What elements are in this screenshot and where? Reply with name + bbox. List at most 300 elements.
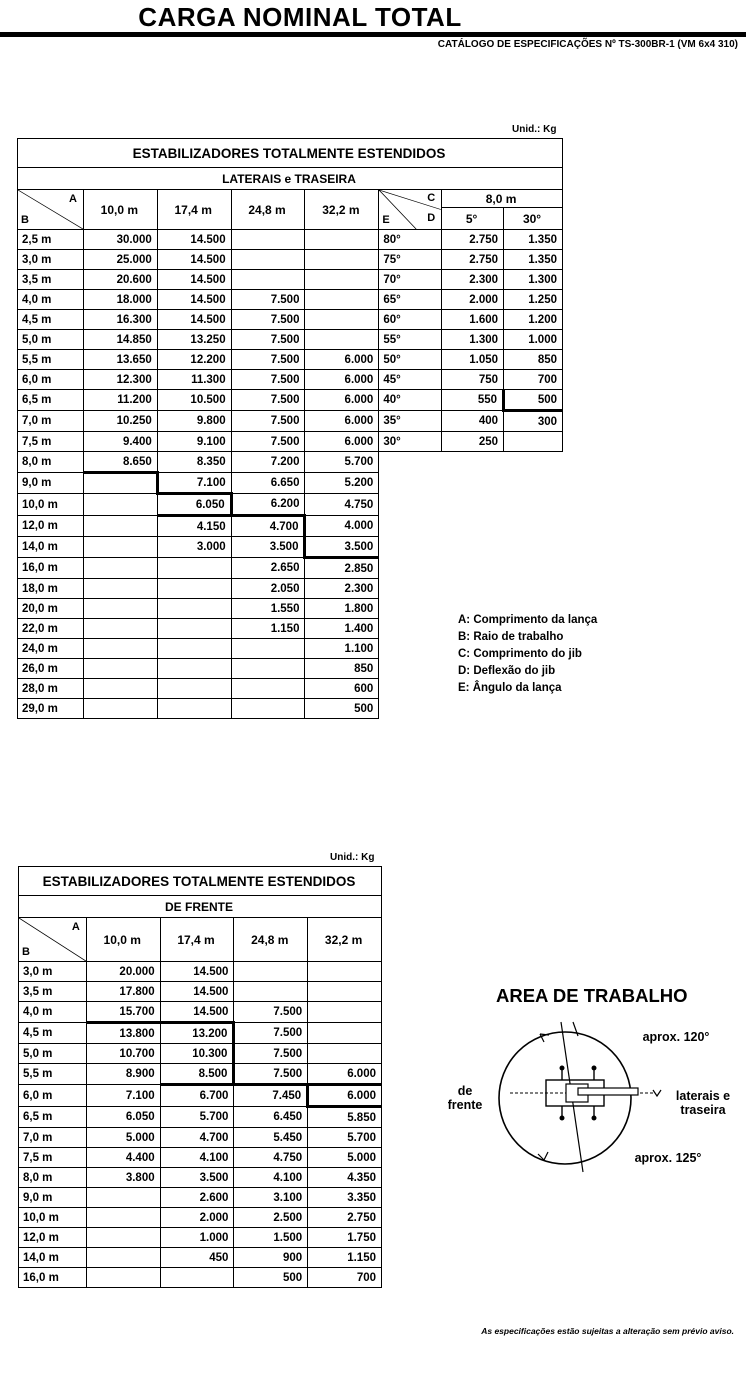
load-cell xyxy=(160,1268,234,1288)
load-cell xyxy=(305,270,379,290)
load-cell: 6.000 xyxy=(305,390,379,411)
jib-angle-cell: 30° xyxy=(379,432,442,452)
radius-cell: 3,0 m xyxy=(18,250,84,270)
load-cell xyxy=(157,699,231,719)
load-cell: 9.100 xyxy=(157,432,231,452)
boom-icon xyxy=(578,1088,638,1095)
load-cell: 7.500 xyxy=(234,1064,308,1085)
boom-header: 24,8 m xyxy=(234,918,308,962)
load-cell: 6.050 xyxy=(86,1107,160,1128)
radius-cell: 26,0 m xyxy=(18,659,84,679)
table-row xyxy=(19,1023,382,1044)
load-cell xyxy=(231,250,305,270)
blank-cell xyxy=(379,537,563,558)
radius-cell: 16,0 m xyxy=(19,1268,87,1288)
table-row xyxy=(18,537,563,558)
load-cell xyxy=(305,310,379,330)
load-cell: 4.750 xyxy=(305,494,379,516)
jib-load-cell: 1.200 xyxy=(504,310,563,330)
load-cell: 5.450 xyxy=(234,1128,308,1148)
table-row xyxy=(19,1168,382,1188)
load-cell: 7.100 xyxy=(157,473,231,494)
load-cell: 13.250 xyxy=(157,330,231,350)
load-cell: 3.500 xyxy=(160,1168,234,1188)
blank-cell xyxy=(379,452,563,473)
load-cell xyxy=(86,1268,160,1288)
load-cell: 14.500 xyxy=(160,982,234,1002)
blank-cell xyxy=(379,558,563,579)
table-row xyxy=(18,432,563,452)
load-cell: 5.700 xyxy=(160,1107,234,1128)
load-cell: 2.000 xyxy=(160,1208,234,1228)
jib-load-cell: 1.250 xyxy=(504,290,563,310)
load-cell: 1.100 xyxy=(305,639,379,659)
table1-unit: Unid.: Kg xyxy=(512,124,557,135)
table-row xyxy=(18,558,563,579)
load-cell: 10.250 xyxy=(83,411,157,432)
radius-cell: 5,5 m xyxy=(19,1064,87,1085)
load-cell: 9.800 xyxy=(157,411,231,432)
corner-label-d: D xyxy=(427,212,436,224)
jib-load-cell: 1.000 xyxy=(504,330,563,350)
jib-angle-cell: 65° xyxy=(379,290,442,310)
load-cell: 3.000 xyxy=(157,537,231,558)
radius-cell: 4,0 m xyxy=(18,290,84,310)
load-cell: 7.500 xyxy=(231,330,305,350)
load-cell: 7.500 xyxy=(234,1002,308,1023)
load-cell: 3.500 xyxy=(231,537,305,558)
radius-cell: 14,0 m xyxy=(18,537,84,558)
load-cell xyxy=(308,982,382,1002)
load-cell: 7.500 xyxy=(231,370,305,390)
boom-header: 24,8 m xyxy=(231,190,305,230)
load-cell: 500 xyxy=(305,699,379,719)
load-cell xyxy=(305,290,379,310)
table-row xyxy=(18,370,563,390)
load-cell: 8.350 xyxy=(157,452,231,473)
load-cell xyxy=(157,619,231,639)
radius-cell: 6,5 m xyxy=(19,1107,87,1128)
table-row xyxy=(18,330,563,350)
load-cell: 14.500 xyxy=(157,270,231,290)
jib-angle-cell: 50° xyxy=(379,350,442,370)
load-cell: 14.500 xyxy=(157,230,231,250)
blank-cell xyxy=(379,516,563,537)
table-row xyxy=(19,1044,382,1064)
load-cell xyxy=(83,599,157,619)
boom-header: 32,2 m xyxy=(305,190,379,230)
work-area-diagram xyxy=(448,1010,746,1180)
load-cell: 7.500 xyxy=(234,1044,308,1064)
blank-cell xyxy=(379,473,563,494)
load-cell: 6.000 xyxy=(305,411,379,432)
radius-cell: 9,0 m xyxy=(18,473,84,494)
load-cell xyxy=(231,230,305,250)
load-cell: 700 xyxy=(308,1268,382,1288)
load-cell: 9.400 xyxy=(83,432,157,452)
radius-cell: 7,0 m xyxy=(18,411,84,432)
jib-offset-header: 5° xyxy=(442,208,504,230)
load-cell: 14.500 xyxy=(157,250,231,270)
load-cell xyxy=(83,579,157,599)
load-cell: 2.050 xyxy=(231,579,305,599)
load-cell: 15.700 xyxy=(86,1002,160,1023)
table-row xyxy=(19,1208,382,1228)
jib-load-cell: 1.300 xyxy=(442,330,504,350)
load-cell: 2.500 xyxy=(234,1208,308,1228)
load-cell: 6.200 xyxy=(231,494,305,516)
load-cell xyxy=(83,699,157,719)
load-cell xyxy=(86,1188,160,1208)
table-row xyxy=(18,411,563,432)
load-cell xyxy=(157,639,231,659)
load-cell: 20.600 xyxy=(83,270,157,290)
table-row xyxy=(18,230,563,250)
table-row xyxy=(18,390,563,411)
load-cell: 1.800 xyxy=(305,599,379,619)
load-cell: 450 xyxy=(160,1248,234,1268)
table-row xyxy=(19,1228,382,1248)
load-cell: 3.100 xyxy=(234,1188,308,1208)
load-cell: 20.000 xyxy=(86,962,160,982)
radius-cell: 3,5 m xyxy=(18,270,84,290)
load-cell: 1.000 xyxy=(160,1228,234,1248)
legend-item: E: Ângulo da lança xyxy=(458,682,562,694)
work-area-title: AREA DE TRABALHO xyxy=(496,985,688,1006)
load-cell xyxy=(86,1228,160,1248)
table-row xyxy=(18,452,563,473)
side-label: traseira xyxy=(680,1103,726,1117)
load-cell: 5.000 xyxy=(86,1128,160,1148)
load-cell xyxy=(231,679,305,699)
radius-cell: 7,5 m xyxy=(19,1148,87,1168)
load-cell: 3.500 xyxy=(305,537,379,558)
load-cell: 13.650 xyxy=(83,350,157,370)
load-cell: 2.650 xyxy=(231,558,305,579)
table-row xyxy=(18,699,563,719)
radius-cell: 5,0 m xyxy=(18,330,84,350)
table1-subtitle: LATERAIS e TRASEIRA xyxy=(18,168,563,190)
blank-cell xyxy=(379,699,563,719)
jib-load-cell: 850 xyxy=(504,350,563,370)
load-cell: 5.700 xyxy=(308,1128,382,1148)
load-cell: 13.200 xyxy=(160,1023,234,1044)
table-row xyxy=(18,250,563,270)
jib-angle-cell: 55° xyxy=(379,330,442,350)
load-cell: 900 xyxy=(234,1248,308,1268)
load-cell: 7.500 xyxy=(231,432,305,452)
corner-label-e: E xyxy=(382,214,390,226)
load-cell: 10.700 xyxy=(86,1044,160,1064)
load-cell xyxy=(308,1002,382,1023)
load-cell: 6.700 xyxy=(160,1085,234,1107)
radius-cell: 2,5 m xyxy=(18,230,84,250)
load-cell: 4.100 xyxy=(234,1168,308,1188)
load-cell: 1.400 xyxy=(305,619,379,639)
load-cell: 14.500 xyxy=(160,1002,234,1023)
jib-load-cell: 2.750 xyxy=(442,230,504,250)
load-cell: 3.350 xyxy=(308,1188,382,1208)
load-cell: 7.500 xyxy=(234,1023,308,1044)
load-cell: 7.500 xyxy=(231,310,305,330)
load-cell xyxy=(157,558,231,579)
radius-cell: 24,0 m xyxy=(18,639,84,659)
load-cell: 30.000 xyxy=(83,230,157,250)
table-row xyxy=(19,1148,382,1168)
jib-angle-cell: 35° xyxy=(379,411,442,432)
jib-load-cell xyxy=(504,432,563,452)
load-cell xyxy=(234,962,308,982)
jib-corner-cell xyxy=(379,190,442,230)
load-cell: 6.450 xyxy=(234,1107,308,1128)
table-row xyxy=(18,290,563,310)
table-row xyxy=(18,270,563,290)
jib-load-cell: 250 xyxy=(442,432,504,452)
angle-label-top: aprox. 120° xyxy=(642,1030,710,1044)
jib-load-cell: 1.350 xyxy=(504,250,563,270)
radius-cell: 7,5 m xyxy=(18,432,84,452)
load-cell: 10.500 xyxy=(157,390,231,411)
table-row xyxy=(18,494,563,516)
load-cell xyxy=(308,962,382,982)
table-row xyxy=(19,1085,382,1107)
load-table-de-frente xyxy=(18,866,382,1288)
jib-load-cell: 2.000 xyxy=(442,290,504,310)
radius-cell: 16,0 m xyxy=(18,558,84,579)
table-row xyxy=(19,1002,382,1023)
load-cell: 1.500 xyxy=(234,1228,308,1248)
jib-load-cell: 700 xyxy=(504,370,563,390)
table-row xyxy=(19,1188,382,1208)
table-row xyxy=(19,982,382,1002)
load-cell xyxy=(83,494,157,516)
load-cell: 2.750 xyxy=(308,1208,382,1228)
load-cell: 2.850 xyxy=(305,558,379,579)
load-cell: 7.500 xyxy=(231,411,305,432)
load-cell: 13.800 xyxy=(86,1023,160,1044)
angle-label-bottom: aprox. 125° xyxy=(634,1151,702,1165)
load-cell: 14.500 xyxy=(157,290,231,310)
table1-corner-cell xyxy=(18,190,84,230)
radius-cell: 3,5 m xyxy=(19,982,87,1002)
load-cell: 6.000 xyxy=(305,370,379,390)
load-cell xyxy=(83,558,157,579)
load-cell: 25.000 xyxy=(83,250,157,270)
legend-item: B: Raio de trabalho xyxy=(458,631,564,643)
load-cell xyxy=(86,1248,160,1268)
radius-cell: 6,0 m xyxy=(19,1085,87,1107)
title-rule xyxy=(0,32,746,37)
jib-load-cell: 400 xyxy=(442,411,504,432)
load-cell xyxy=(234,982,308,1002)
load-cell: 1.750 xyxy=(308,1228,382,1248)
load-cell: 18.000 xyxy=(83,290,157,310)
legend-item: D: Deflexão do jib xyxy=(458,665,556,677)
table-row xyxy=(18,310,563,330)
radius-cell: 12,0 m xyxy=(18,516,84,537)
table-row xyxy=(18,516,563,537)
jib-length-header: 8,0 m xyxy=(442,190,563,208)
jib-load-cell: 550 xyxy=(442,390,504,411)
boom-header: 17,4 m xyxy=(157,190,231,230)
radius-cell: 6,5 m xyxy=(18,390,84,411)
radius-cell: 10,0 m xyxy=(19,1208,87,1228)
load-cell: 7.500 xyxy=(231,390,305,411)
table-row xyxy=(18,473,563,494)
jib-angle-cell: 40° xyxy=(379,390,442,411)
jib-angle-cell: 75° xyxy=(379,250,442,270)
jib-load-cell: 2.300 xyxy=(442,270,504,290)
radius-cell: 5,0 m xyxy=(19,1044,87,1064)
load-cell xyxy=(157,659,231,679)
load-cell xyxy=(231,699,305,719)
load-cell: 17.800 xyxy=(86,982,160,1002)
side-label: laterais e xyxy=(675,1089,731,1103)
load-cell: 11.300 xyxy=(157,370,231,390)
load-cell: 7.500 xyxy=(231,350,305,370)
load-cell: 14.500 xyxy=(157,310,231,330)
load-cell xyxy=(231,639,305,659)
load-cell xyxy=(157,579,231,599)
load-cell: 2.300 xyxy=(305,579,379,599)
load-cell xyxy=(231,659,305,679)
load-cell xyxy=(83,679,157,699)
load-cell xyxy=(83,516,157,537)
jib-load-cell: 1.300 xyxy=(504,270,563,290)
radius-cell: 5,5 m xyxy=(18,350,84,370)
load-cell: 12.200 xyxy=(157,350,231,370)
load-cell: 8.500 xyxy=(160,1064,234,1085)
jib-load-cell: 1.050 xyxy=(442,350,504,370)
load-cell: 4.700 xyxy=(160,1128,234,1148)
radius-cell: 12,0 m xyxy=(19,1228,87,1248)
load-cell: 4.150 xyxy=(157,516,231,537)
load-cell: 4.000 xyxy=(305,516,379,537)
load-cell: 8.900 xyxy=(86,1064,160,1085)
blank-cell xyxy=(379,579,563,599)
load-cell: 14.850 xyxy=(83,330,157,350)
table-row xyxy=(19,1064,382,1085)
table-row xyxy=(19,962,382,982)
load-cell: 4.700 xyxy=(231,516,305,537)
radius-cell: 3,0 m xyxy=(19,962,87,982)
load-cell: 11.200 xyxy=(83,390,157,411)
load-cell: 6.000 xyxy=(308,1064,382,1085)
load-cell: 4.100 xyxy=(160,1148,234,1168)
load-cell: 8.650 xyxy=(83,452,157,473)
table-row xyxy=(19,1128,382,1148)
table1-title: ESTABILIZADORES TOTALMENTE ESTENDIDOS xyxy=(18,139,563,168)
jib-angle-cell: 60° xyxy=(379,310,442,330)
load-cell xyxy=(83,619,157,639)
load-cell: 1.150 xyxy=(231,619,305,639)
boom-header: 10,0 m xyxy=(86,918,160,962)
load-cell: 850 xyxy=(305,659,379,679)
jib-load-cell: 300 xyxy=(504,411,563,432)
legend-item: A: Comprimento da lança xyxy=(458,614,598,626)
radius-cell: 18,0 m xyxy=(18,579,84,599)
load-cell: 12.300 xyxy=(83,370,157,390)
table2-corner-cell xyxy=(19,918,87,962)
load-cell: 4.350 xyxy=(308,1168,382,1188)
load-cell xyxy=(308,1044,382,1064)
radius-cell: 10,0 m xyxy=(18,494,84,516)
load-cell: 1.550 xyxy=(231,599,305,619)
load-cell: 6.000 xyxy=(305,432,379,452)
radius-cell: 14,0 m xyxy=(19,1248,87,1268)
front-label: de xyxy=(457,1084,473,1098)
load-cell: 600 xyxy=(305,679,379,699)
corner-label-a: A xyxy=(68,193,77,205)
load-cell: 6.050 xyxy=(157,494,231,516)
radius-cell: 4,5 m xyxy=(19,1023,87,1044)
radius-cell: 8,0 m xyxy=(18,452,84,473)
load-cell xyxy=(83,537,157,558)
load-cell: 16.300 xyxy=(83,310,157,330)
load-cell: 7.500 xyxy=(231,290,305,310)
load-cell xyxy=(157,599,231,619)
jib-load-cell: 500 xyxy=(504,390,563,411)
load-cell: 7.100 xyxy=(86,1085,160,1107)
load-cell: 5.000 xyxy=(308,1148,382,1168)
front-label: frente xyxy=(448,1098,483,1112)
load-cell xyxy=(308,1023,382,1044)
radius-cell: 22,0 m xyxy=(18,619,84,639)
radius-cell: 4,0 m xyxy=(19,1002,87,1023)
table-row xyxy=(18,350,563,370)
load-cell: 5.700 xyxy=(305,452,379,473)
radius-cell: 29,0 m xyxy=(18,699,84,719)
load-cell xyxy=(83,659,157,679)
table2-subtitle: DE FRENTE xyxy=(19,896,382,918)
jib-offset-header: 30° xyxy=(504,208,563,230)
corner-label-b: B xyxy=(21,214,29,226)
load-cell: 4.750 xyxy=(234,1148,308,1168)
radius-cell: 28,0 m xyxy=(18,679,84,699)
corner-label-a: A xyxy=(71,921,80,933)
load-cell xyxy=(83,639,157,659)
arrow-right-icon xyxy=(653,1090,661,1096)
radius-cell: 8,0 m xyxy=(19,1168,87,1188)
radius-cell: 9,0 m xyxy=(19,1188,87,1208)
radius-cell: 20,0 m xyxy=(18,599,84,619)
load-cell xyxy=(231,270,305,290)
boom-header: 10,0 m xyxy=(83,190,157,230)
load-cell: 10.300 xyxy=(160,1044,234,1064)
load-cell: 7.200 xyxy=(231,452,305,473)
load-cell: 3.800 xyxy=(86,1168,160,1188)
table-row xyxy=(19,1107,382,1128)
jib-load-cell: 1.350 xyxy=(504,230,563,250)
table-row xyxy=(19,1248,382,1268)
table2-unit: Unid.: Kg xyxy=(330,852,375,863)
legend-item: C: Comprimento do jib xyxy=(458,648,582,660)
table2-title: ESTABILIZADORES TOTALMENTE ESTENDIDOS xyxy=(19,867,382,896)
load-cell xyxy=(305,250,379,270)
table-row xyxy=(19,1268,382,1288)
jib-angle-cell: 45° xyxy=(379,370,442,390)
corner-label-b: B xyxy=(22,946,30,958)
load-cell: 2.600 xyxy=(160,1188,234,1208)
load-cell: 5.850 xyxy=(308,1107,382,1128)
load-cell: 7.450 xyxy=(234,1085,308,1107)
jib-load-cell: 750 xyxy=(442,370,504,390)
jib-load-cell: 2.750 xyxy=(442,250,504,270)
load-cell xyxy=(157,679,231,699)
jib-angle-cell: 70° xyxy=(379,270,442,290)
disclaimer-footer: As especificações estão sujeitas a alteração sem prévio aviso. xyxy=(481,1326,734,1336)
radius-cell: 6,0 m xyxy=(18,370,84,390)
